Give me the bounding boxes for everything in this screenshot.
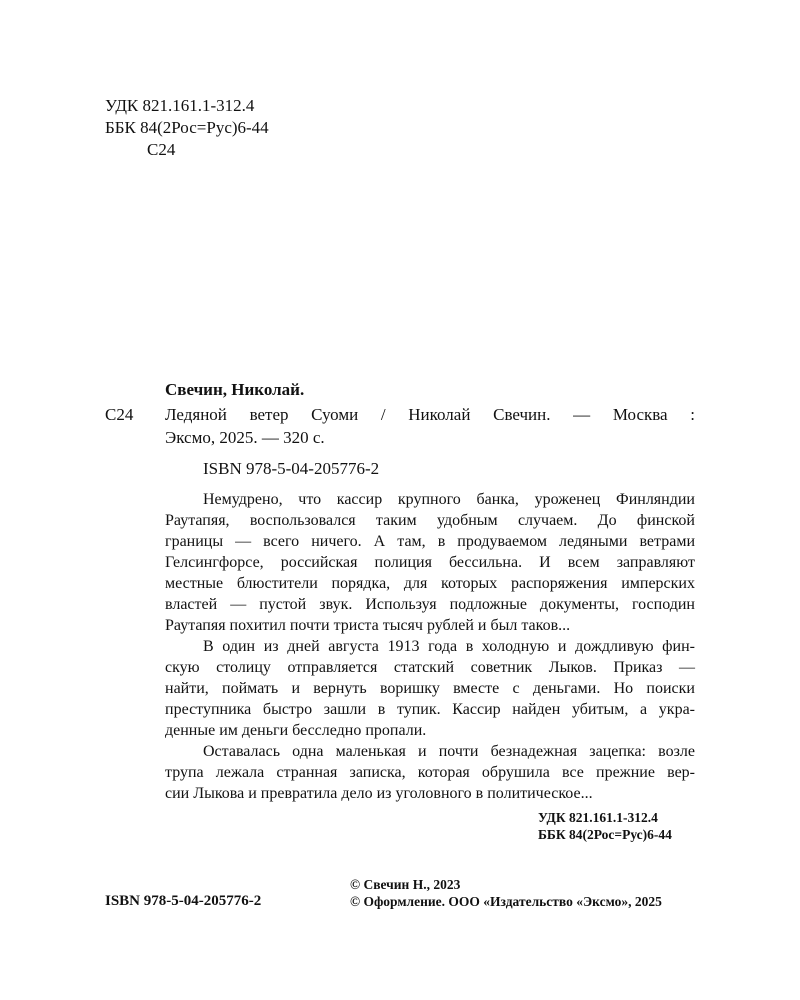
author-name: Свечин, Николай. (165, 380, 305, 399)
entry-isbn: ISBN 978-5-04-205776-2 (203, 459, 380, 478)
copyright-author: © Свечин Н., 2023 (350, 877, 461, 892)
annotation-line: Оставалась одна маленькая и почти безнадежная зацепка: возле (203, 743, 695, 760)
annotation-line: В один из дней августа 1913 года в холодную и дождливую фин- (203, 638, 695, 655)
entry-author-mark: С24 (105, 405, 134, 424)
annotation-line: скую столицу отправляется статский советник Лыков. Приказ — (165, 659, 695, 676)
annotation-line: денные им деньги бесследно пропали. (165, 722, 427, 739)
footer-bbk-code: ББК 84(2Рос=Рус)6-44 (538, 827, 672, 842)
annotation-line: Раутапяя, воспользовался таким удобным случаем. До финской (165, 512, 695, 529)
bbk-code: ББК 84(2Рос=Рус)6-44 (105, 118, 269, 137)
copyright-design: © Оформление. ООО «Издательство «Эксмо», 2025 (350, 894, 662, 909)
annotation-line: границы — всего ничего. А там, в продуваемом ледяными ветрами (165, 533, 695, 550)
annotation-line: Раутапяя похитил почти триста тысяч рублей и был таков... (165, 617, 571, 634)
title-line-1: Ледяной ветер Суоми / Николай Свечин. — Москва : (165, 405, 695, 424)
udk-code: УДК 821.161.1-312.4 (105, 96, 255, 115)
annotation-line: трупа лежала странная записка, которая обрушила все прежние вер- (165, 764, 695, 781)
annotation-line: преступника быстро зашли в тупик. Кассир найден убитым, а укра- (165, 701, 695, 718)
annotation-line: властей — пустой звук. Используя подложные документы, господин (165, 596, 695, 613)
annotation-line: местные блюстители порядка, для которых распоряжения имперских (165, 575, 695, 592)
annotation-line: найти, поймать и вернуть воришку вместе с деньгами. Но поиски (165, 680, 695, 697)
footer-isbn: ISBN 978-5-04-205776-2 (105, 893, 262, 909)
title-line-2: Эксмо, 2025. — 320 с. (165, 428, 325, 447)
author-mark: С24 (147, 140, 176, 159)
annotation-line: сии Лыкова и превратила дело из уголовного в политическое... (165, 785, 593, 802)
annotation-line: Гелсингфорсе, российская полиция бессильна. И всем заправляют (165, 554, 695, 571)
footer-udk-code: УДК 821.161.1-312.4 (538, 810, 658, 825)
annotation-line: Немудрено, что кассир крупного банка, уроженец Финляндии (203, 491, 695, 508)
